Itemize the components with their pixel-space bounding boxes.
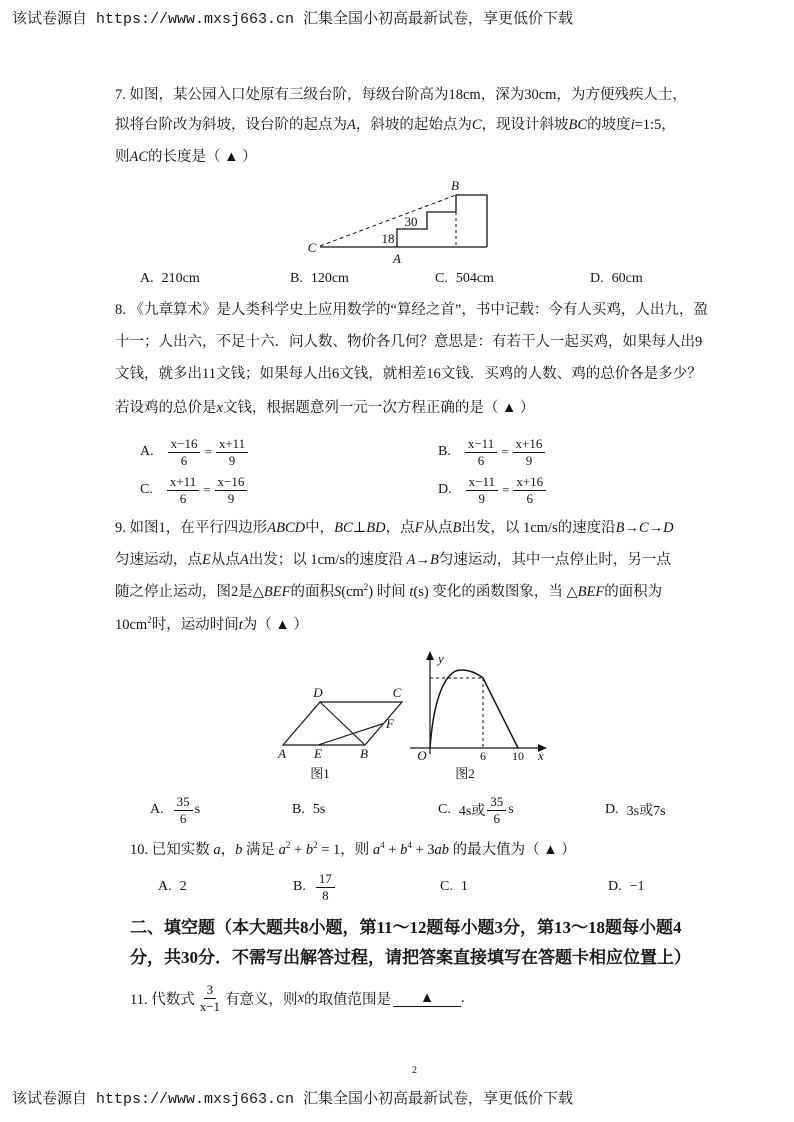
text-run: 的面积	[290, 584, 334, 600]
q9-option-c	[438, 790, 514, 830]
q11-end: .	[461, 989, 465, 1006]
page-number: 2	[412, 1065, 417, 1076]
tick-label-10: 10	[512, 749, 524, 763]
math-variable: b	[235, 842, 243, 858]
text-run: 的面积为	[604, 584, 663, 600]
text-run: 若设鸡的总价是	[115, 400, 217, 416]
option-text: 3s或7s	[626, 804, 666, 819]
option-label: C.	[435, 271, 448, 286]
q10-line	[130, 840, 576, 860]
label-point-b: B	[451, 178, 459, 193]
text-run: 文钱，就多出11文钱；如果每人出6文钱，就相差16文钱．买鸡的人数、鸡的总价各是多少？	[115, 366, 702, 382]
option-label: D.	[438, 482, 452, 497]
q10-option-b	[293, 867, 337, 907]
math-variable: a	[278, 842, 286, 858]
text-run: ⊥	[352, 520, 367, 536]
text-run: 7. 如图，某公园入口处原有三级台阶，每级台阶高为18cm，深为30cm，为方便残疾人士，	[115, 87, 687, 103]
equals-sign: =	[501, 444, 509, 459]
option-text: 60cm	[611, 271, 643, 286]
denominator: 6	[493, 810, 501, 826]
math-variable: E	[202, 552, 211, 568]
math-variable: B	[452, 520, 462, 536]
q8-option-c	[140, 470, 249, 510]
option-label: A.	[150, 802, 164, 817]
option-label: B.	[292, 802, 305, 817]
text-run: + 3	[411, 842, 435, 858]
option-unit: s	[508, 802, 514, 817]
parallelogram-figure	[270, 680, 410, 785]
numerator: 3	[204, 982, 217, 999]
fraction	[513, 436, 546, 469]
text-run: 9. 如图1，在平行四边形	[115, 520, 268, 536]
label-point-c: C	[392, 685, 402, 700]
denominator: 9	[525, 452, 533, 468]
q9-line-2	[115, 550, 671, 570]
fraction	[487, 794, 506, 827]
text-run: 出发；以 1cm/s的速度沿	[248, 552, 407, 568]
numerator: x+11	[216, 436, 248, 453]
math-variable: a	[372, 842, 381, 858]
option-label: C.	[438, 802, 451, 817]
math-variable: b	[400, 842, 408, 858]
text-run: →	[648, 520, 664, 536]
math-variable: BC	[334, 520, 353, 536]
label-x-axis: x	[538, 748, 544, 763]
denominator: 9	[478, 490, 486, 506]
math-variable: A	[239, 552, 249, 568]
option-label: B.	[293, 879, 306, 894]
option-text: 120cm	[310, 271, 349, 286]
q11-line	[130, 978, 465, 1018]
text-run: 的最大值为（ ▲ ）	[449, 842, 576, 858]
fraction	[168, 436, 201, 469]
q11-prefix: 11. 代数式	[130, 991, 195, 1008]
denominator: 6	[477, 452, 485, 468]
q9-line-1	[115, 518, 674, 538]
denominator: 6	[179, 810, 187, 826]
math-variable: B	[429, 552, 439, 568]
math-variable: D	[663, 520, 674, 536]
text-run: 拟将台阶改为斜坡，设台阶的起点为	[115, 117, 347, 133]
math-variable: B	[615, 520, 625, 536]
equals-sign: =	[501, 482, 510, 497]
section-heading-line-2: 分，共30分．不需写出解答过程，请把答案直接填写在答题卡相应位置上）	[130, 948, 691, 967]
text-run: 匀速运动，点	[115, 552, 202, 568]
label-riser-height: 18	[381, 231, 395, 246]
q8-option-a	[140, 432, 250, 472]
math-variable: BD	[366, 520, 386, 536]
numerator: x−16	[168, 436, 201, 453]
label-point-a: A	[393, 251, 401, 266]
text-run: =1:5，	[634, 117, 676, 133]
option-text: 2	[179, 879, 187, 894]
text-run: 中，	[305, 520, 335, 536]
math-variable: BC	[568, 117, 588, 133]
q8-line-2	[115, 332, 702, 352]
text-run: →	[415, 552, 430, 568]
math-variable: x	[297, 989, 304, 1006]
q10-option-d	[608, 867, 645, 907]
math-variable: S	[333, 584, 342, 600]
math-variable: BEF	[577, 584, 605, 600]
math-variable: ABCD	[267, 520, 306, 536]
figure-caption: 图1	[310, 766, 330, 781]
text-run: ，	[220, 842, 236, 858]
denominator: 9	[228, 452, 236, 468]
q7-line-2	[115, 115, 676, 135]
text-run: 的坡度	[587, 117, 631, 133]
fraction	[465, 436, 497, 469]
math-variable: t	[409, 584, 414, 600]
q7-line-3	[115, 147, 257, 167]
q9-option-b	[292, 790, 325, 830]
text-run: 的长度是（ ▲ ）	[148, 149, 257, 165]
option-text: 4s或	[458, 804, 486, 819]
q8-line-3	[115, 364, 702, 384]
fraction	[174, 794, 193, 827]
option-label: D.	[605, 802, 619, 817]
q7-option-b	[290, 259, 349, 299]
math-exponent: 2	[363, 582, 369, 592]
q11-text: 有意义，则	[225, 991, 298, 1008]
option-label: A.	[140, 271, 154, 286]
q9-option-d	[605, 790, 666, 830]
math-variable: A	[347, 117, 356, 133]
text-run: 匀速运动，其中一点停止时，另一点	[438, 552, 671, 568]
denominator: 6	[526, 490, 533, 506]
text-run: +	[384, 842, 401, 858]
numerator: x−11	[466, 474, 498, 491]
q11-text: 的取值范围是	[304, 991, 391, 1008]
option-label: D.	[590, 271, 604, 286]
option-label: A.	[158, 879, 172, 894]
numerator: x+16	[513, 436, 546, 453]
numerator: x−16	[215, 474, 248, 491]
option-text: 1	[460, 879, 468, 894]
text-run: 10. 已知实数	[130, 842, 214, 858]
section-heading-line-1: 二、填空题（本大题共8小题，第11～12题每小题3分，第13～18题每小题4	[130, 918, 682, 937]
label-origin: O	[417, 748, 427, 763]
q8-line-1	[115, 300, 708, 320]
fraction	[167, 474, 199, 507]
option-label: C.	[440, 879, 453, 894]
q9-line-4	[115, 615, 308, 635]
math-exponent: 4	[407, 840, 412, 850]
option-text: 5s	[312, 802, 326, 817]
label-y-axis: y	[438, 651, 444, 666]
label-point-b: B	[360, 746, 368, 761]
numerator: x+16	[513, 474, 546, 491]
text-run: 为（ ▲ ）	[242, 617, 308, 633]
math-exponent: 4	[380, 840, 385, 850]
math-variable: t	[238, 617, 243, 633]
q8-option-d	[438, 470, 548, 510]
option-label: D.	[608, 879, 622, 894]
text-run: = 1，则	[317, 842, 373, 858]
q9-line-3	[115, 582, 662, 602]
math-exponent: 2	[147, 615, 152, 625]
text-run: →	[624, 520, 639, 536]
math-exponent: 2	[285, 840, 291, 850]
math-variable: ab	[434, 842, 449, 858]
label-tread-depth: 30	[404, 214, 418, 229]
fraction	[513, 474, 546, 507]
fraction	[197, 982, 223, 1015]
numerator: 35	[487, 794, 506, 811]
text-run: 从点	[210, 552, 240, 568]
q8-option-b	[438, 432, 547, 472]
answer-blank: ▲	[393, 990, 461, 1007]
q7-option-d	[590, 259, 643, 299]
numerator: 35	[174, 794, 193, 811]
option-text: −1	[629, 879, 645, 894]
q9-option-a	[150, 790, 200, 830]
text-run: 文钱，根据题意列一元一次方程正确的是（ ▲ ）	[222, 400, 535, 416]
function-graph-figure	[405, 648, 550, 783]
denominator: 6	[179, 490, 187, 506]
option-text: 504cm	[455, 271, 494, 286]
equals-sign: =	[203, 482, 211, 497]
text-run: 则	[115, 149, 130, 165]
text-run: 时，运动时间	[151, 617, 239, 633]
option-label: C.	[140, 482, 153, 497]
source-header: 该试卷源自 https://www.mxsj663.cn 汇集全国小初高最新试卷，享更低价下载	[12, 11, 574, 28]
source-footer: 该试卷源自 https://www.mxsj663.cn 汇集全国小初高最新试卷，享更低价下载	[12, 1091, 574, 1108]
text-run: 随之停止运动，图2是△	[115, 584, 264, 600]
y-axis-arrow	[426, 651, 434, 660]
text-run: 10cm	[115, 617, 148, 633]
math-variable: BEF	[263, 584, 291, 600]
option-label: B.	[290, 271, 303, 286]
q7-line-1	[115, 85, 687, 105]
diagonal-bd	[320, 702, 365, 745]
text-run: ，现设计斜坡	[481, 117, 569, 133]
label-point-a: A	[278, 746, 286, 761]
numerator: 17	[316, 871, 335, 888]
q10-option-a	[158, 867, 187, 907]
q10-option-c	[440, 867, 468, 907]
text-run: 8. 《九章算术》是人类科学史上应用数学的“算经之首”，书中记载：今有人买鸡，人出九，盈	[115, 302, 708, 318]
math-variable: A	[406, 552, 416, 568]
denominator: 8	[322, 887, 329, 903]
text-run: 十一；人出六，不足十六．问人数、物价各几何？意思是：有若干人一起买鸡，如果每人出9	[115, 334, 703, 350]
math-variable: x	[216, 400, 223, 416]
option-text: 210cm	[161, 271, 200, 286]
option-label: A.	[140, 444, 154, 459]
fraction	[216, 436, 248, 469]
denominator: 9	[227, 490, 235, 506]
numerator: x+11	[167, 474, 199, 491]
q7-option-a	[140, 259, 200, 299]
figure-caption: 图2	[455, 766, 475, 781]
tick-label-6: 6	[480, 749, 486, 763]
graph-curve	[430, 670, 518, 748]
text-run: ) 时间	[368, 584, 410, 600]
text-run: +	[290, 842, 306, 858]
q8-line-4	[115, 398, 535, 418]
numerator: x−11	[465, 436, 497, 453]
text-run: ，点	[385, 520, 415, 536]
equals-sign: =	[204, 444, 212, 459]
fraction	[316, 871, 335, 904]
math-variable: i	[630, 117, 635, 133]
text-run: (cm	[341, 584, 364, 600]
math-exponent: 2	[313, 840, 318, 850]
text-run: 满足	[242, 842, 279, 858]
label-point-c: C	[307, 240, 317, 255]
q7-option-c	[435, 259, 494, 299]
label-point-e: E	[314, 746, 322, 761]
option-label: B.	[438, 444, 451, 459]
text-run: (s) 变化的函数图象，当 △	[413, 584, 578, 600]
text-run: ，斜坡的起始点为	[355, 117, 472, 133]
denominator: 6	[180, 452, 188, 468]
math-variable: b	[305, 842, 314, 858]
math-variable: C	[471, 117, 482, 133]
staircase-figure	[300, 175, 500, 270]
denominator: x−1	[199, 998, 221, 1014]
math-variable: F	[414, 520, 424, 536]
option-unit: s	[194, 802, 201, 817]
math-variable: a	[213, 842, 221, 858]
text-run: 出发，以 1cm/s的速度沿	[461, 520, 616, 536]
label-point-d: D	[313, 685, 323, 700]
fraction	[466, 474, 498, 507]
label-point-f: F	[386, 716, 394, 731]
text-run: 从点	[423, 520, 453, 536]
math-variable: C	[638, 520, 649, 536]
math-variable: AC	[129, 149, 149, 165]
fraction	[215, 474, 248, 507]
